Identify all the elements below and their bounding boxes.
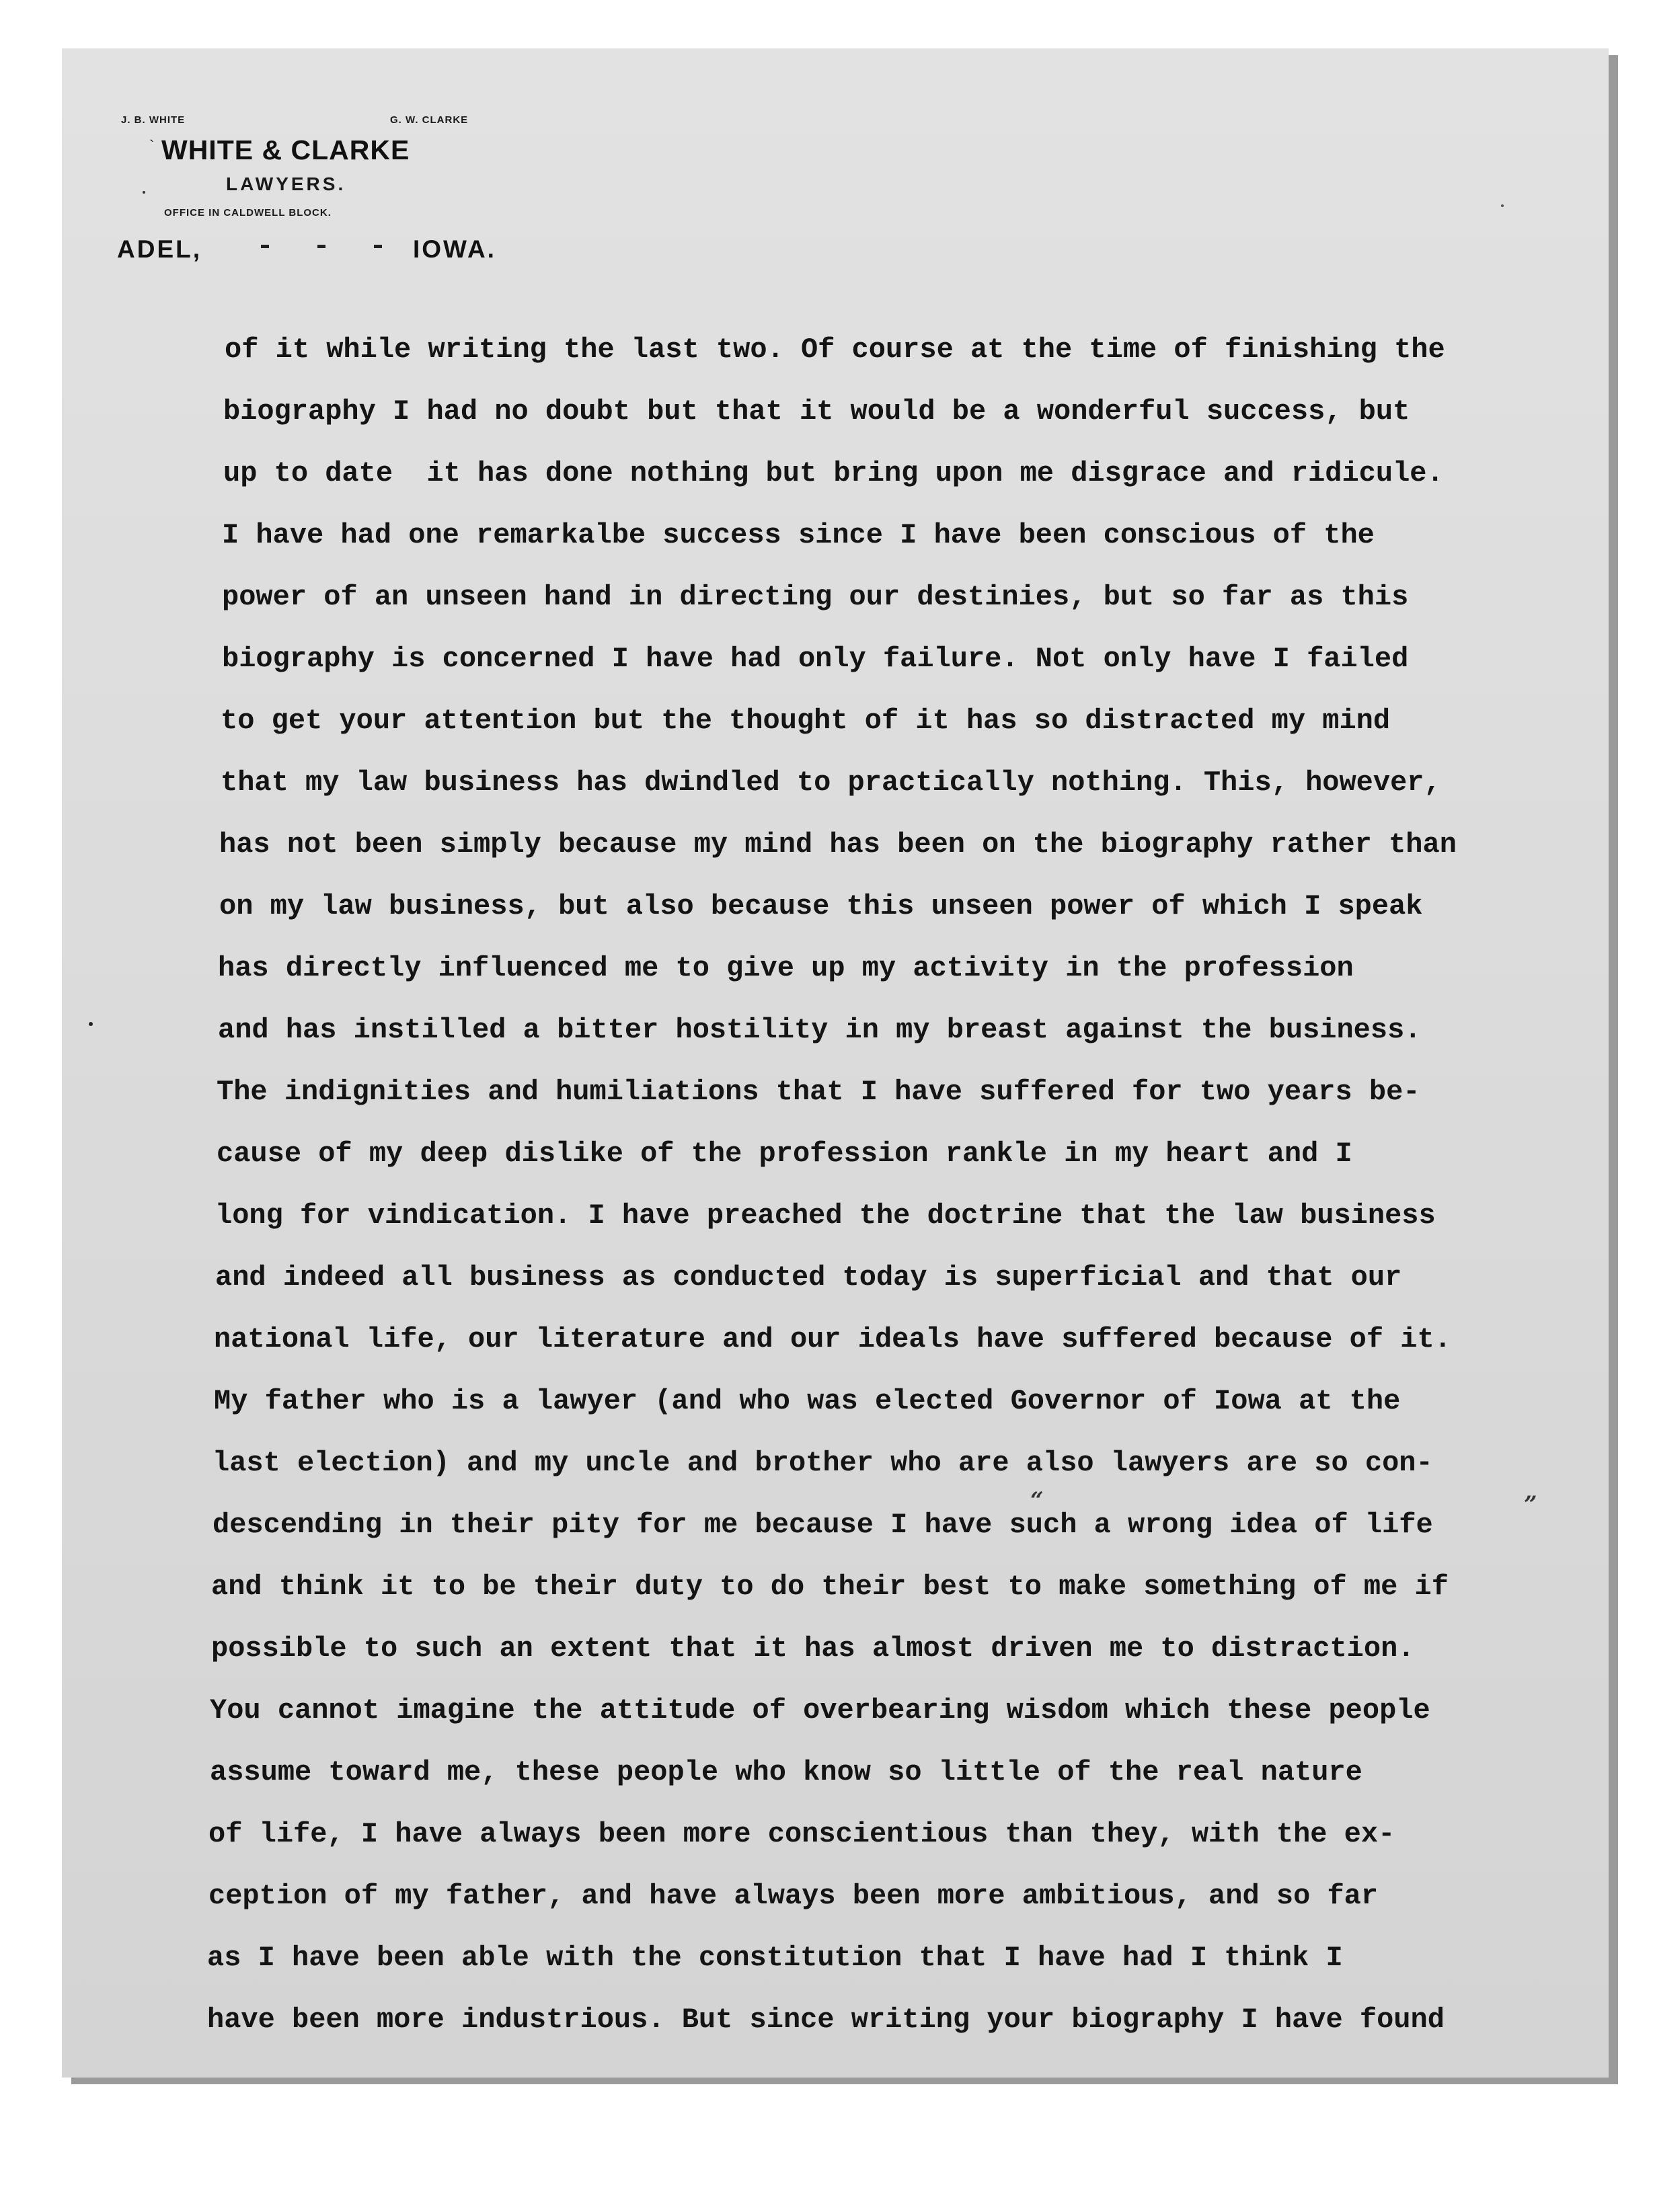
letter-line: and has instilled a bitter hostility in my breast against the business.: [218, 1014, 1422, 1046]
letter-line: has not been simply because my mind has been on the biography rather than: [219, 828, 1457, 861]
letter-line: have been more industrious. But since writing your biography I have found: [207, 2004, 1445, 2036]
letter-line: possible to such an extent that it has almost driven me to distraction.: [211, 1632, 1415, 1665]
letter-line: cause of my deep dislike of the profession rankle in my heart and I: [217, 1138, 1352, 1170]
letter-line: biography is concerned I have had only failure. Not only have I failed: [222, 643, 1409, 675]
letter-line: of it while writing the last two. Of course at the time of finishing the: [225, 333, 1445, 366]
letter-line: as I have been able with the constitution that I have had I think I: [207, 1942, 1343, 1974]
letterhead-state: IOWA.: [413, 235, 496, 263]
letter-page: [62, 48, 1609, 2078]
letter-line: last election) and my uncle and brother who are also lawyers are so con-: [213, 1447, 1433, 1479]
letter-line: up to date it has done nothing but bring upon me disgrace and ridicule.: [223, 457, 1444, 489]
letter-line: biography I had no doubt but that it would be a wonderful success, but: [223, 395, 1410, 428]
letter-line: assume toward me, these people who know so little of the real nature: [210, 1756, 1362, 1788]
letter-line: has directly influenced me to give up my activity in the profession: [218, 952, 1354, 984]
letter-line: You cannot imagine the attitude of overbearing wisdom which these people: [210, 1694, 1430, 1727]
letter-line: to get your attention but the thought of it has so distracted my mind: [221, 705, 1391, 737]
letter-line: long for vindication. I have preached the doctrine that the law business: [215, 1199, 1436, 1232]
letterhead-tick-mark: `: [149, 137, 155, 154]
letterhead-firm-name: WHITE & CLARKE: [161, 134, 410, 165]
letter-body: [62, 48, 1609, 2078]
letterhead-office: OFFICE IN CALDWELL BLOCK.: [164, 207, 332, 219]
letterhead-city: ADEL,: [117, 235, 202, 263]
partner-left: J. B. WHITE: [121, 114, 186, 126]
letter-line: I have had one remarkalbe success since I have been conscious of the: [222, 519, 1375, 551]
letter-line: that my law business has dwindled to practically nothing. This, however,: [221, 766, 1441, 799]
handwritten-quote-close: ”: [1524, 1491, 1537, 1518]
letter-line: of life, I have always been more conscientious than they, with the ex-: [208, 1818, 1395, 1850]
letter-line: on my law business, but also because this unseen power of which I speak: [219, 890, 1423, 922]
letter-line: My father who is a lawyer (and who was elected Governor of Iowa at the: [214, 1385, 1401, 1417]
letter-line: and think it to be their duty to do their best to make something of me if: [211, 1571, 1449, 1603]
letter-line: and indeed all business as conducted today is superficial and that our: [215, 1261, 1402, 1294]
letter-line: descending in their pity for me because I have such a wrong idea of life: [213, 1509, 1433, 1541]
handwritten-quote-open: “: [1030, 1487, 1044, 1514]
partner-right: G. W. CLARKE: [390, 114, 469, 126]
letterhead-profession: LAWYERS.: [226, 173, 346, 194]
letter-line: ception of my father, and have always been more ambitious, and so far: [208, 1880, 1379, 1912]
letter-line: The indignities and humiliations that I have suffered for two years be-: [217, 1076, 1420, 1108]
letter-line: power of an unseen hand in directing our destinies, but so far as this: [222, 581, 1409, 613]
letter-line: national life, our literature and our ideals have suffered because of it.: [214, 1323, 1451, 1355]
